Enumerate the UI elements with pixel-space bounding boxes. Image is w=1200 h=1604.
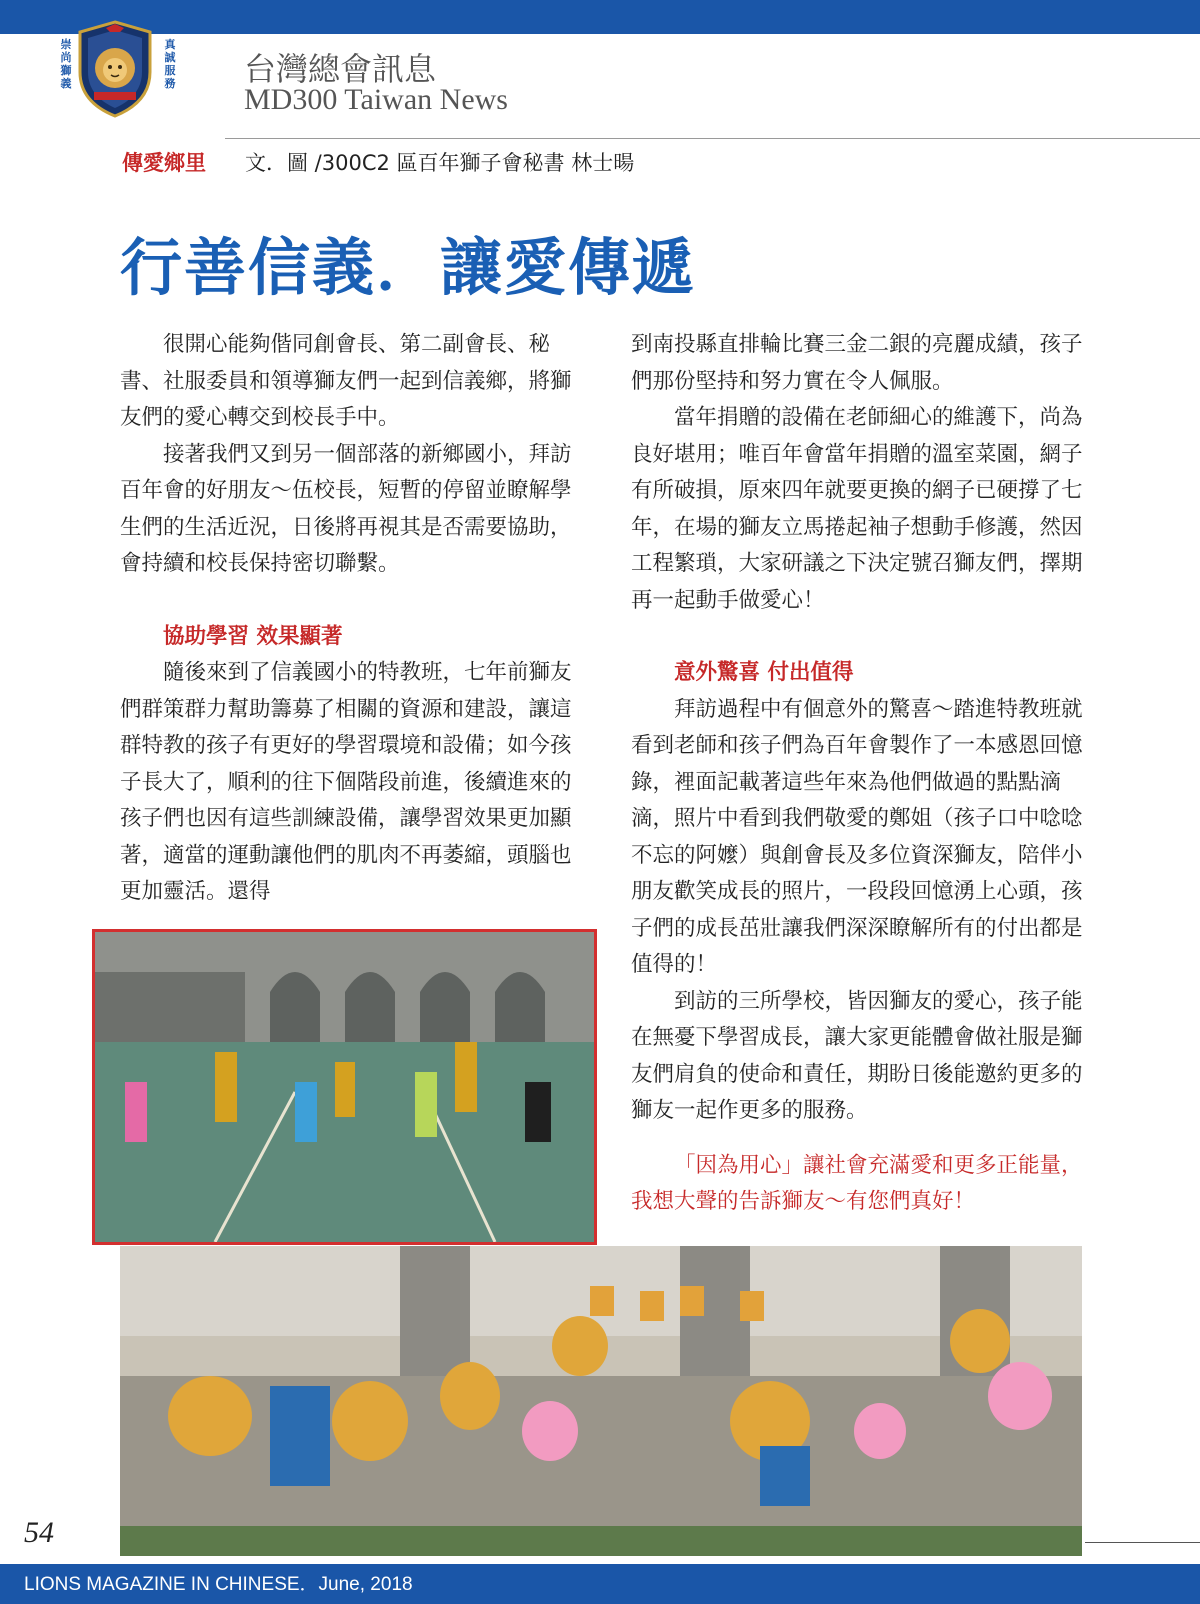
paragraph-continued: 到南投縣直排輪比賽三金二銀的亮麗成績，孩子們那份堅持和努力實在令人佩服。 — [631, 332, 1083, 394]
article-column-left — [120, 327, 573, 911]
subheading: 協助學習 效果顯著 — [163, 623, 343, 649]
article-title: 行善信義．讓愛傳遞 — [120, 231, 697, 304]
motto-left: 崇尚獅義 — [60, 38, 72, 90]
magazine-footer: LIONS MAGAZINE IN CHINESE．June, 2018 — [24, 1574, 413, 1595]
article-column-right — [631, 327, 1084, 1221]
closing-quote: 「因為用心」讓社會充滿愛和更多正能量，我想大聲的告訴獅友～有您們真好！ — [631, 1152, 1083, 1214]
footer-rule — [1085, 1542, 1200, 1543]
section-label: 傳愛鄉里 — [122, 150, 206, 175]
header-divider — [225, 138, 1200, 139]
paragraph: 到訪的三所學校，皆因獅友的愛心，孩子能在無憂下學習成長，讓大家更能體會做社服是獅友們肩負的使命和責任，期盼日後能邀約更多的獅友一起作更多的服務。 — [631, 988, 1083, 1123]
photo-playground-children — [92, 929, 597, 1245]
page-number: 54 — [24, 1516, 54, 1549]
paragraph: 當年捐贈的設備在老師細心的維護下，尚為良好堪用；唯百年會當年捐贈的溫室菜園，網子有所破損，原來四年就要更換的網子已硬撐了七年，在場的獅友立馬捲起袖子想動手修護，然因工程繁瑣，大家研議之下決定號召獅友們，擇期再一起動手做愛心！ — [631, 405, 1083, 613]
header-title-zh: 台灣總會訊息 — [244, 50, 437, 88]
author-credit: 文．圖 /300C2 區百年獅子會秘書 林士暘 — [245, 151, 635, 175]
photo-group-portrait — [120, 1246, 1082, 1556]
paragraph: 很開心能夠偕同創會長、第二副會長、秘書、社服委員和領導獅友們一起到信義鄉，將獅友們的愛心轉交到校長手中。 — [120, 332, 572, 430]
lion-shield-icon — [76, 20, 154, 118]
paragraph: 接著我們又到另一個部落的新鄉國小，拜訪百年會的好朋友～伍校長，短暫的停留並瞭解學生們的生活近況，日後將再視其是否需要協助，會持續和校長保持密切聯繫。 — [120, 441, 572, 576]
paragraph: 隨後來到了信義國小的特教班，七年前獅友們群策群力幫助籌募了相關的資源和建設，讓這群特教的孩子有更好的學習環境和設備；如今孩子長大了，順利的往下個階段前進，後續進來的孩子們也因有這些訓練設備，讓學習效果更加顯著，適當的運動讓他們的肌肉不再萎縮，頭腦也更加靈活。還得 — [120, 660, 572, 904]
subheading: 意外驚喜 付出值得 — [674, 660, 854, 685]
header-title-en: MD300 Taiwan News — [244, 83, 508, 116]
top-color-bar — [0, 0, 1200, 34]
paragraph: 拜訪過程中有個意外的驚喜～踏進特教班就看到老師和孩子們為百年會製作了一本感恩回憶錄，裡面記載著這些年來為他們做過的點點滴滴，照片中看到我們敬愛的鄭姐（孩子口中唸唸不忘的阿嬤）與創會長及多位資深獅友，陪伴小朋友歡笑成長的照片，一段段回憶湧上心頭，孩子們的成長茁壯讓我們深深瞭解所有的付出都是值得的！ — [631, 696, 1083, 977]
motto-right: 真誠服務 — [164, 38, 176, 90]
